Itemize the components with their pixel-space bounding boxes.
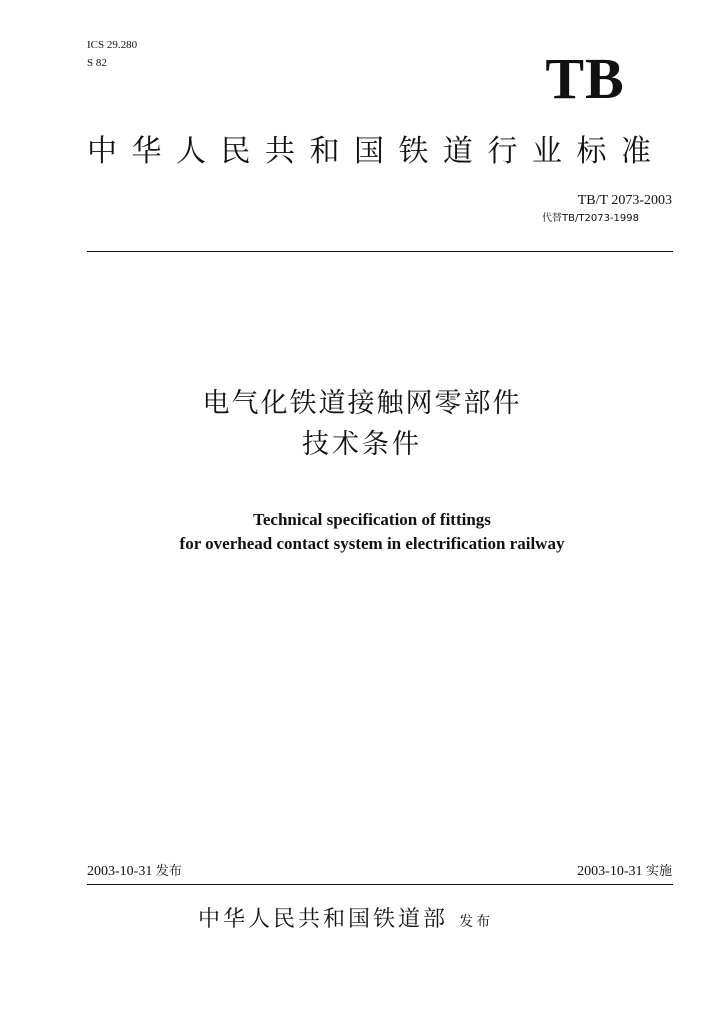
implementation-date-label: 实施 (645, 864, 672, 879)
standard-number: TB/T 2073-2003 (577, 193, 672, 208)
bottom-divider (87, 884, 673, 885)
classification-code: S 82 (87, 57, 107, 69)
tb-logo: TB (545, 46, 625, 111)
replaces-standard: 代替TB/T2073-1998 (542, 213, 639, 224)
implementation-date-value: 2003-10-31 (577, 864, 643, 879)
industry-standard-title: 中华人民共和国铁道行业标准 (87, 134, 666, 169)
english-title-line-2: for overhead contact system in electrification railway (179, 534, 565, 553)
publisher-line (198, 904, 493, 936)
top-divider (87, 251, 673, 252)
publish-verb: 发布 (459, 914, 494, 930)
chinese-title-line-2: 技术条件 (302, 429, 422, 460)
english-title-line-1: Technical specification of fittings (253, 510, 491, 529)
issue-date-label: 发布 (155, 864, 182, 879)
implementation-date (577, 863, 672, 881)
publisher-name: 中华人民共和国铁道部 (198, 907, 449, 932)
issue-date-value: 2003-10-31 (87, 864, 153, 879)
ics-code: ICS 29.280 (87, 39, 138, 51)
issue-date (87, 863, 182, 881)
chinese-title-line-1: 电气化铁道接触网零部件 (202, 388, 522, 419)
